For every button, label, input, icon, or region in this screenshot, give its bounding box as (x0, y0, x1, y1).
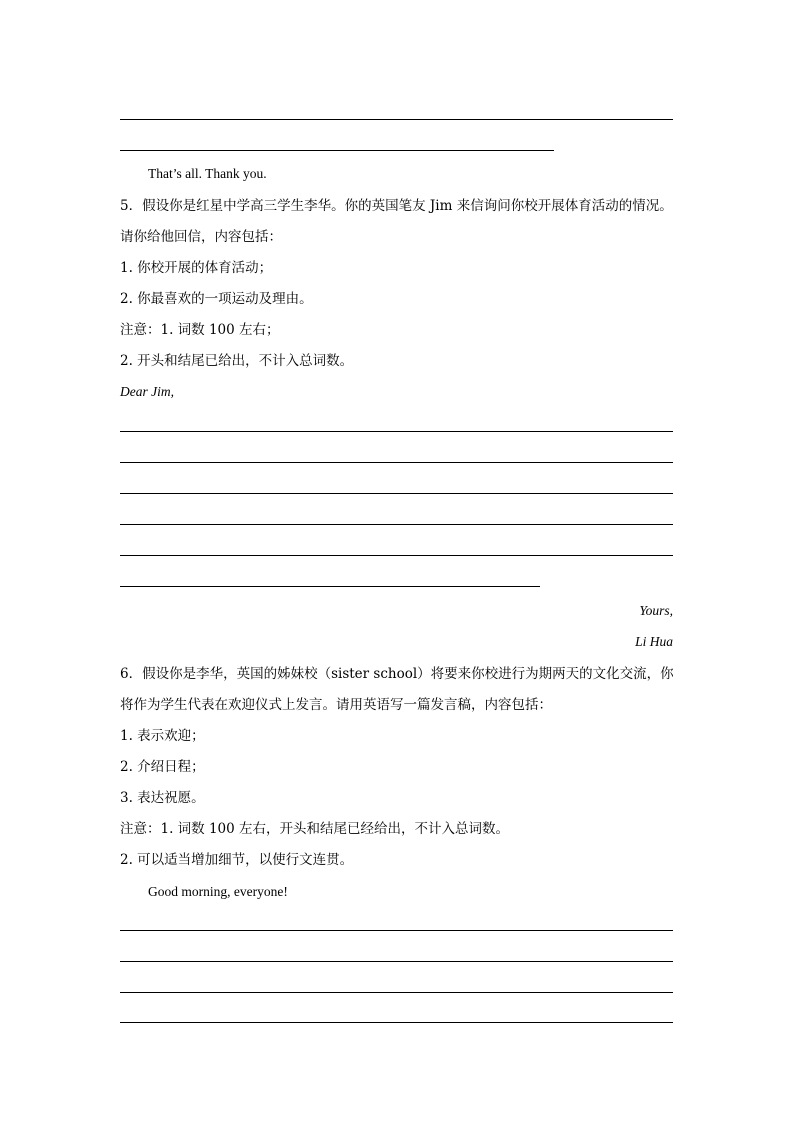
q6-item-1: 1. 表示欢迎； (120, 728, 205, 744)
q5-signature: Li Hua (635, 634, 673, 649)
q5-note-2: 2. 开头和结尾已给出，不计入总词数。 (120, 353, 354, 369)
answer-line (120, 992, 673, 993)
q6-item-3: 3. 表达祝愿。 (120, 790, 205, 806)
answer-line-short (120, 586, 540, 587)
answer-line (120, 961, 673, 962)
answer-line-short (120, 150, 554, 151)
q5-prompt-line2: 请你给他回信，内容包括： (120, 229, 282, 245)
q6-item-2: 2. 介绍日程； (120, 759, 205, 775)
answer-line (120, 524, 673, 525)
answer-line (120, 431, 673, 432)
answer-line (120, 1022, 673, 1023)
q6-opening: Good morning, everyone! (148, 884, 288, 899)
q5-salutation: Dear Jim, (120, 384, 174, 399)
closing-text: That’s all. Thank you. (148, 166, 267, 181)
answer-line (120, 930, 673, 931)
q6-note-2: 2. 可以适当增加细节，以使行文连贯。 (120, 852, 354, 868)
answer-line (120, 119, 673, 120)
answer-line (120, 462, 673, 463)
q6-prompt-line1: 6．假设你是李华，英国的姊妹校（sister school）将要来你校进行为期两天的文化交流，你 (120, 666, 674, 682)
q6-note-1: 注意：1. 词数 100 左右，开头和结尾已经给出，不计入总词数。 (120, 821, 510, 837)
q6-prompt-line2: 将作为学生代表在欢迎仪式上发言。请用英语写一篇发言稿，内容包括： (120, 697, 552, 713)
q5-note-1: 注意：1. 词数 100 左右； (120, 322, 280, 338)
q5-signoff: Yours, (639, 603, 673, 618)
q5-prompt-line1: 5．假设你是红星中学高三学生李华。你的英国笔友 Jim 来信询问你校开展体育活动的情况。 (120, 198, 673, 214)
q5-item-2: 2. 你最喜欢的一项运动及理由。 (120, 291, 313, 307)
answer-line (120, 493, 673, 494)
answer-line (120, 555, 673, 556)
q5-item-1: 1. 你校开展的体育活动； (120, 260, 273, 276)
